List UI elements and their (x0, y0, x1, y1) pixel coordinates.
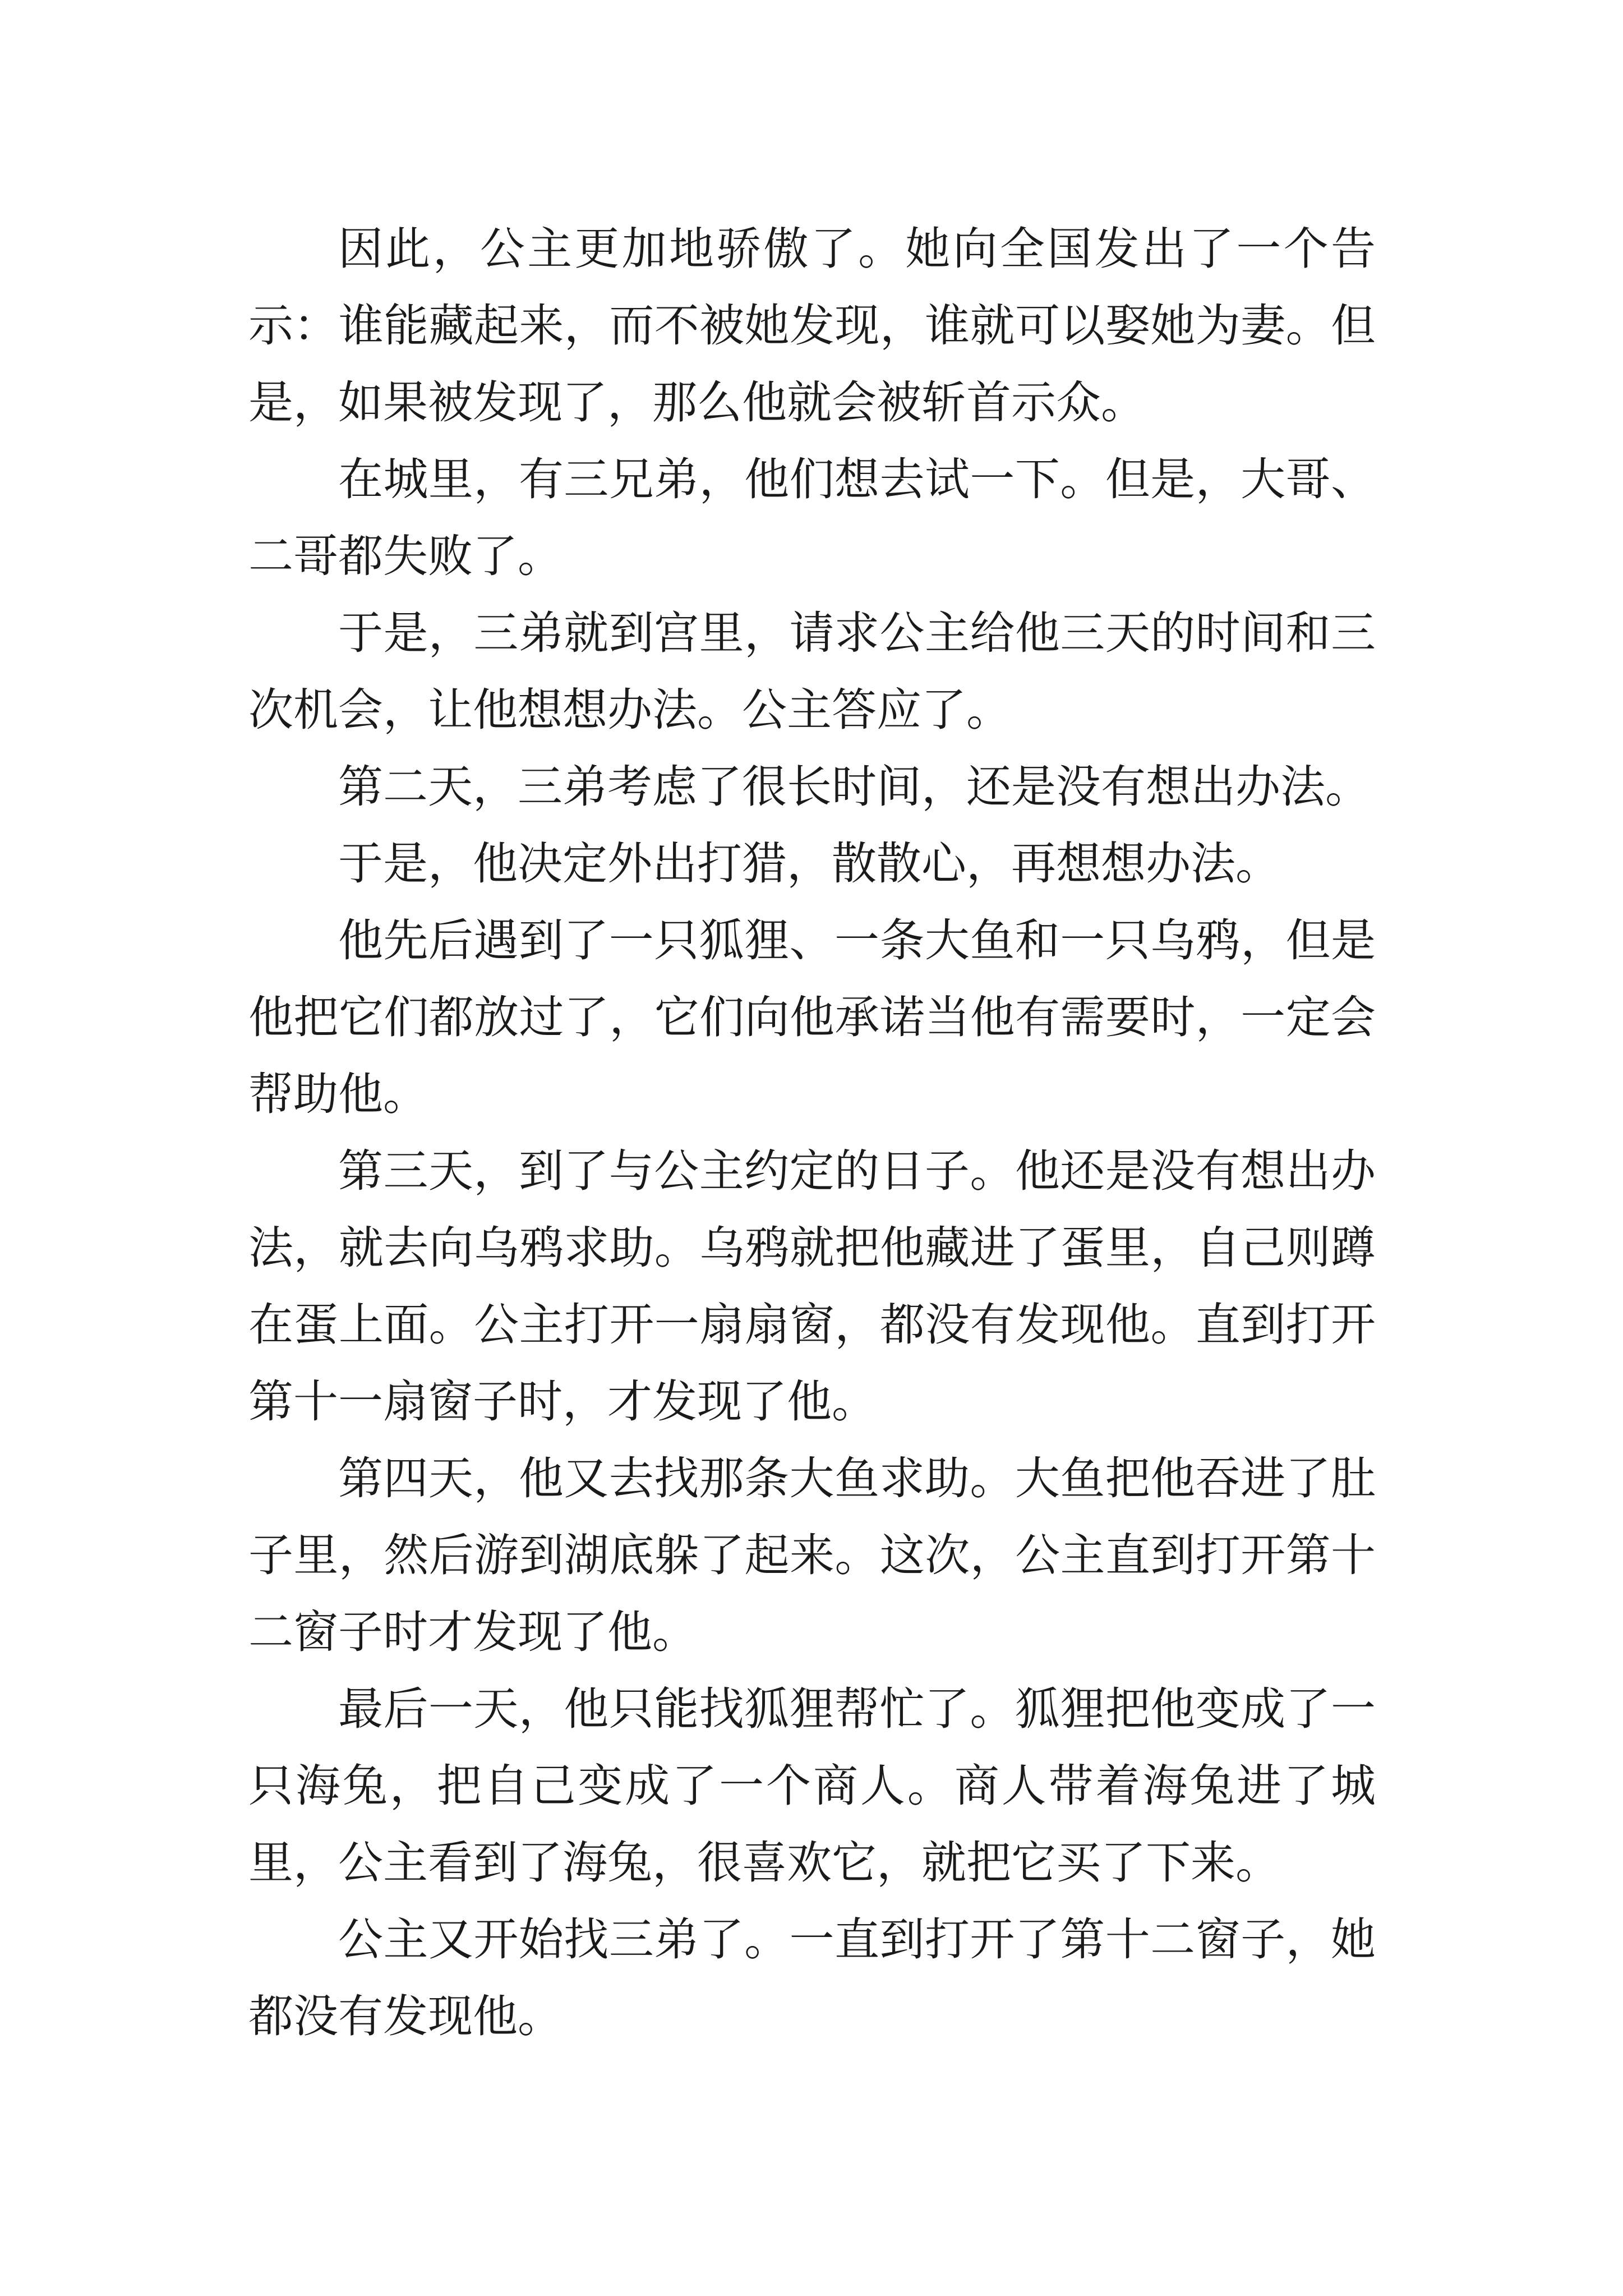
paragraph-5: 于是，他决定外出打猎，散散心，再想想办法。 (338, 838, 1280, 890)
paragraph-4: 第二天，三弟考虑了很长时间，还是没有想出办法。 (338, 761, 1370, 813)
paragraph-10: 公主又开始找三弟了。一直到打开了第十二窗子，她都没有发现他。 (248, 1913, 1376, 2042)
story-text (248, 210, 1376, 2055)
paragraph-1: 因此，公主更加地骄傲了。她向全国发出了一个告示：谁能藏起来，而不被她发现，谁就可以娶她为妻。但是，如果被发现了，那么他就会被斩首示众。 (248, 223, 1376, 429)
paragraph-2: 在城里，有三兄弟，他们想去试一下。但是，大哥、二哥都失败了。 (248, 453, 1376, 582)
paragraph-3: 于是，三弟就到宫里，请求公主给他三天的时间和三次机会，让他想想办法。公主答应了。 (248, 607, 1376, 736)
paragraph-6: 他先后遇到了一只狐狸、一条大鱼和一只乌鸦，但是他把它们都放过了，它们向他承诺当他有需要时，一定会帮助他。 (248, 914, 1376, 1120)
paragraph-9: 最后一天，他只能找狐狸帮忙了。狐狸把他变成了一只海兔，把自己变成了一个商人。商人带着海兔进了城里，公主看到了海兔，很喜欢它，就把它买了下来。 (248, 1683, 1376, 1889)
paragraph-7: 第三天，到了与公主约定的日子。他还是没有想出办法，就去向乌鸦求助。乌鸦就把他藏进了蛋里，自己则蹲在蛋上面。公主打开一扇扇窗，都没有发现他。直到打开第十一扇窗子时，才发现了他。 (248, 1145, 1376, 1428)
paragraph-8: 第四天，他又去找那条大鱼求助。大鱼把他吞进了肚子里，然后游到湖底躲了起来。这次，公主直到打开第十二窗子时才发现了他。 (248, 1452, 1376, 1658)
